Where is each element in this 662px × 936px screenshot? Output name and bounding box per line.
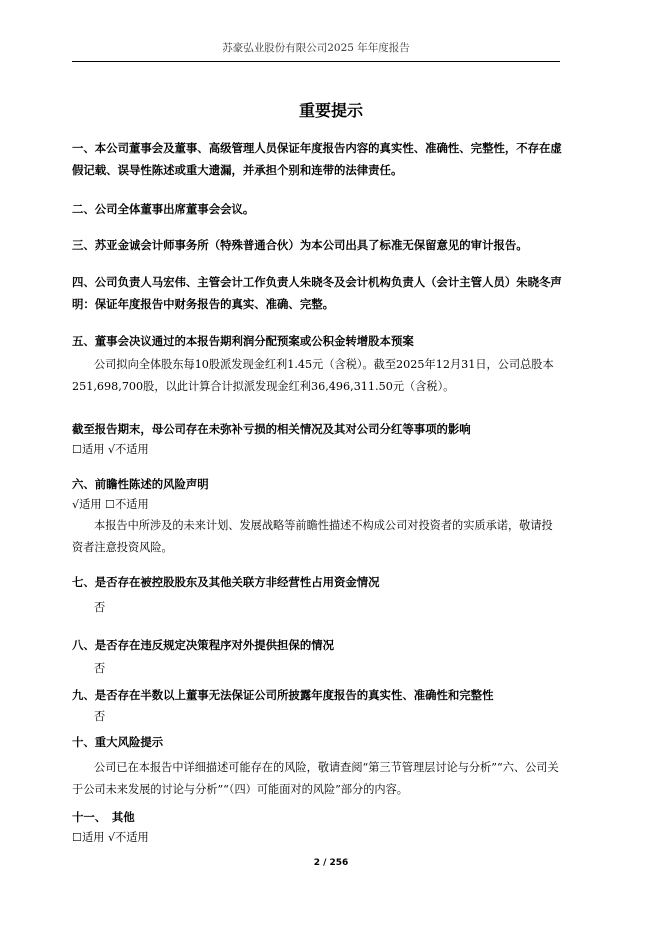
loss-section (72, 418, 562, 460)
section-8 (72, 634, 562, 680)
section-1 (72, 137, 562, 181)
section-7 (72, 571, 562, 619)
section-1-text: 一、本公司董事会及董事、高级管理人员保证年度报告内容的真实性、准确性、完整性，不存在虚假记载、误导性陈述或重大遗漏，并承担个别和连带的法律责任。 (72, 141, 562, 177)
page-title: 重要提示 (298, 101, 363, 120)
section-10 (72, 731, 562, 801)
section-8-answer: 否 (94, 662, 106, 675)
section-6-body: 本报告中所涉及的未来计划、发展战略等前瞻性描述不构成公司对投资者的实质承诺，敬请投资者注意投资风险。 (72, 519, 553, 554)
section-10-body: 公司已在本报告中详细描述可能存在的风险，敬请查阅“第三节管理层讨论与分析”“六、公司关于公司未来发展的讨论与分析”“（四）可能面对的风险”部分的内容。 (72, 761, 559, 796)
section-6 (72, 473, 562, 559)
section-2 (72, 198, 562, 220)
page-header: 苏豪弘业股份有限公司2025 年年度报告 (72, 40, 560, 62)
section-7-heading: 七、是否存在被控股股东及其他关联方非经营性占用资金情况 (72, 575, 380, 589)
section-9 (72, 684, 562, 728)
section-9-answer: 否 (94, 710, 106, 723)
section-2-text: 二、公司全体董事出席董事会会议。 (72, 202, 255, 216)
section-7-answer: 否 (94, 601, 106, 614)
section-5-heading: 五、董事会决议通过的本报告期利润分配预案或公积金转增股本预案 (72, 334, 414, 348)
loss-checkbox-line: ☐适用 √不适用 (72, 443, 149, 456)
section-9-heading: 九、是否存在半数以上董事无法保证公司所披露年度报告的真实性、准确性和完整性 (72, 688, 494, 702)
section-5-body: 公司拟向全体股东每10股派发现金红利1.45元（含税）。截至2025年12月31日，公司总股本251,698,700股，以此计算合计拟派发现金红利36,496,311.50元（含税）。 (72, 358, 554, 393)
section-4-text: 四、公司负责人马宏伟、主管会计工作负责人朱晓冬及会计机构负责人（会计主管人员）朱晓冬声明：保证年度报告中财务报告的真实、准确、完整。 (72, 275, 562, 311)
section-3 (72, 234, 562, 256)
section-4 (72, 271, 562, 315)
section-5 (72, 330, 562, 398)
section-6-checkbox-line: √适用 ☐不适用 (72, 498, 149, 511)
section-10-heading: 十、重大风险提示 (72, 735, 164, 749)
section-6-heading: 六、前瞻性陈述的风险声明 (72, 477, 209, 491)
section-11-heading: 十一、 其他 (72, 810, 135, 824)
section-11-checkbox-line: ☐适用 √不适用 (72, 831, 149, 844)
loss-heading: 截至报告期末，母公司存在未弥补亏损的相关情况及其对公司分红等事项的影响 (72, 422, 471, 436)
section-3-text: 三、苏亚金诚会计师事务所（特殊普通合伙）为本公司出具了标准无保留意见的审计报告。 (72, 238, 528, 252)
page-number: 2 / 256 (313, 858, 349, 868)
section-8-heading: 八、是否存在违反规定决策程序对外提供担保的情况 (72, 638, 334, 652)
section-11 (72, 806, 562, 848)
